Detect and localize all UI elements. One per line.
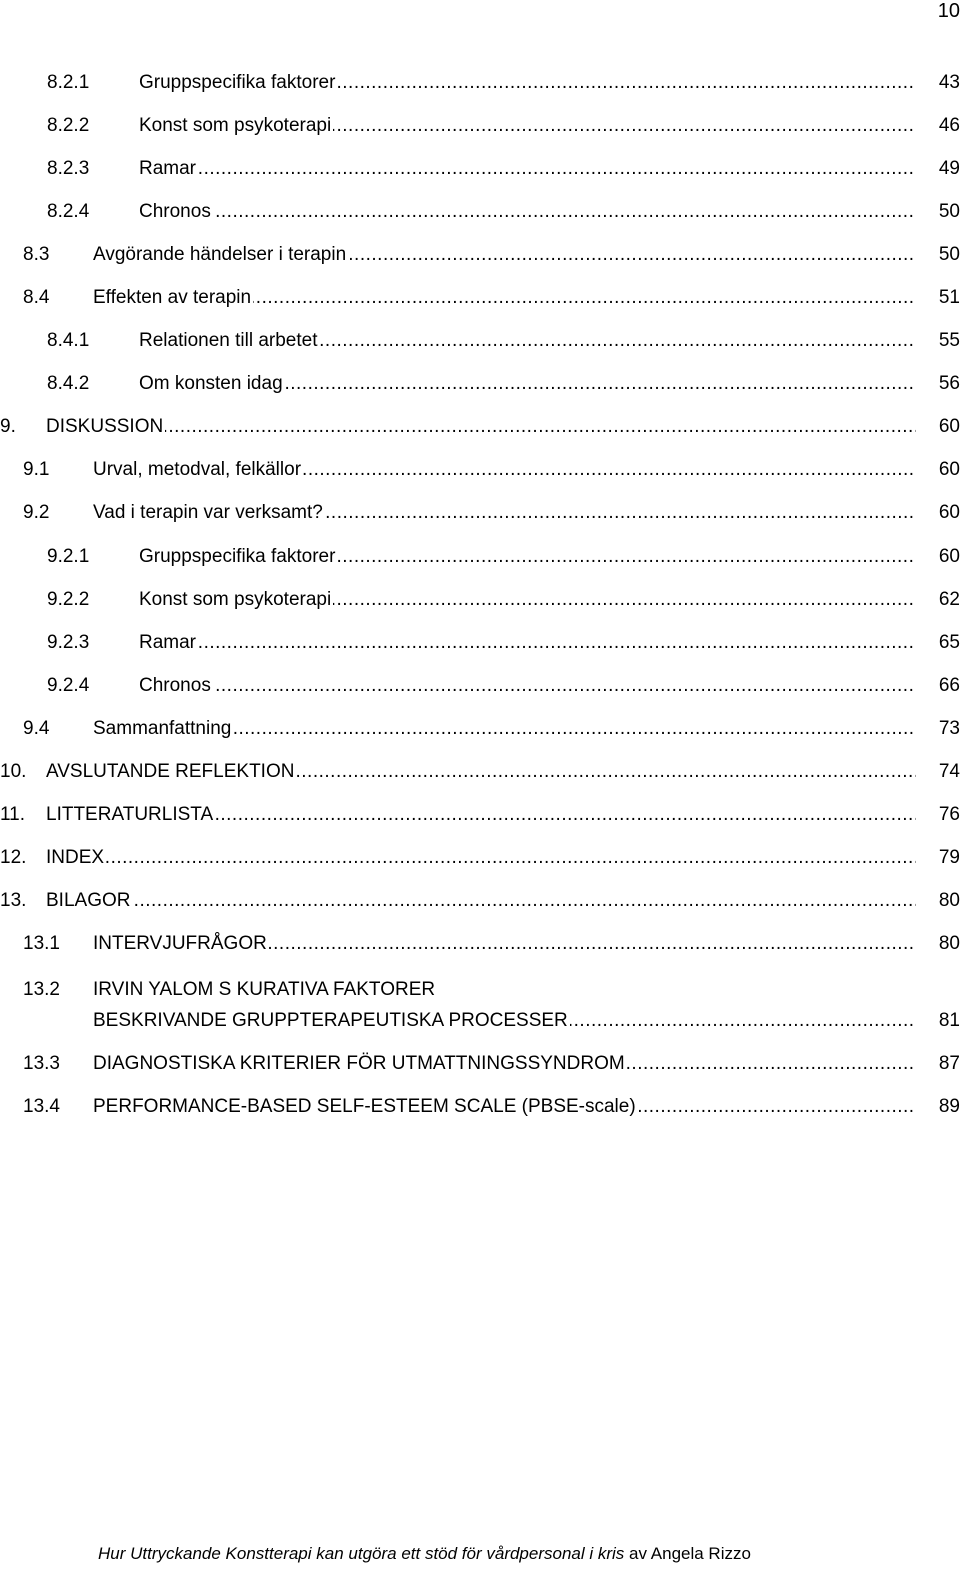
toc-entry-page: 60 [916, 544, 960, 570]
toc-entry-title: PERFORMANCE-BASED SELF-ESTEEM SCALE (PBSE-scale) [93, 1094, 638, 1120]
toc-entry-page: 73 [916, 716, 960, 742]
toc-entry[interactable] [0, 673, 960, 699]
toc-entry-number: 8.2.2 [47, 115, 90, 136]
toc-leader-dots [140, 673, 916, 699]
toc-entry[interactable] [0, 1008, 960, 1034]
toc-entry-page: 76 [916, 802, 960, 828]
toc-entry[interactable] [0, 977, 960, 1003]
toc-entry-page: 80 [916, 888, 960, 914]
toc-entry-title: IRVIN YALOM S KURATIVA FAKTORER [93, 977, 437, 1003]
toc-entry[interactable] [0, 544, 960, 570]
toc-entry-title: Sammanfattning [93, 716, 233, 742]
toc-entry-title: INTERVJUFRÅGOR [93, 931, 269, 957]
toc-entry-title: Ramar [139, 630, 198, 656]
toc-entry[interactable] [0, 285, 960, 311]
toc-entry-number: 13.1 [23, 933, 60, 954]
footer-author: av Angela Rizzo [624, 1544, 751, 1563]
toc-entry-title: Urval, metodval, felkällor [93, 457, 303, 483]
toc-entry-title: DISKUSSION [46, 414, 165, 440]
page-number: 10 [937, 0, 960, 22]
toc-entry-number: 9.4 [23, 718, 50, 739]
toc-entry-number: 13.4 [23, 1096, 60, 1117]
toc-entry-number: 8.4.2 [47, 373, 90, 394]
toc-entry-title: Chronos [139, 673, 213, 699]
toc-entry-number: 8.2.3 [47, 158, 90, 179]
toc-entry-title: BILAGOR [46, 888, 132, 914]
toc-entry-page: 60 [916, 414, 960, 440]
toc-entry-page: 79 [916, 845, 960, 871]
toc-entry-page: 80 [916, 931, 960, 957]
toc-entry-page: 60 [916, 457, 960, 483]
toc-entry-title: AVSLUTANDE REFLEKTION [46, 759, 296, 785]
toc-entry-page: 62 [916, 587, 960, 613]
toc-entry[interactable] [0, 242, 960, 268]
toc-entry-title: BESKRIVANDE GRUPPTERAPEUTISKA PROCESSER [93, 1008, 570, 1034]
toc-entry[interactable] [0, 845, 960, 871]
toc-entry-title: Om konsten idag [139, 371, 285, 397]
toc-entry-page: 46 [916, 113, 960, 139]
toc-entry-title: Gruppspecifika faktorer [139, 70, 337, 96]
toc-entry-page: 89 [916, 1094, 960, 1120]
toc-entry-title: Avgörande händelser i terapin [93, 242, 348, 268]
toc-entry-number: 8.2.1 [47, 72, 90, 93]
footer-document-title: Hur Uttryckande Konstterapi kan utgöra ett stöd för vårdpersonal i kris [98, 1544, 625, 1563]
toc-entry-title: Konst som psykoterapi [139, 587, 333, 613]
toc-entry[interactable] [0, 716, 960, 742]
toc-entry-page: 43 [916, 70, 960, 96]
toc-entry[interactable] [0, 70, 960, 96]
toc-entry[interactable] [0, 156, 960, 182]
page-footer [98, 1543, 751, 1565]
toc-entry-number: 8.4.1 [47, 330, 90, 351]
toc-entry-page: 81 [916, 1008, 960, 1034]
toc-entry[interactable] [0, 630, 960, 656]
toc-entry[interactable] [0, 414, 960, 440]
toc-entry-number: 8.4 [23, 287, 50, 308]
toc-entry-number: 9.1 [23, 459, 50, 480]
toc-entry[interactable] [0, 1094, 960, 1120]
toc-entry[interactable] [0, 371, 960, 397]
toc-entry-number: 8.2.4 [47, 201, 90, 222]
toc-entry-page: 74 [916, 759, 960, 785]
toc-entry-title: Ramar [139, 156, 198, 182]
toc-entry-number: 8.3 [23, 244, 50, 265]
toc-entry[interactable] [0, 457, 960, 483]
toc-entry-title: DIAGNOSTISKA KRITERIER FÖR UTMATTNINGSSYNDROM [93, 1051, 627, 1077]
toc-entry-page: 50 [916, 242, 960, 268]
toc-leader-dots [47, 845, 916, 871]
toc-entry-number: 9.2.1 [47, 546, 90, 567]
toc-entry[interactable] [0, 931, 960, 957]
toc-entry-title: INDEX [46, 845, 106, 871]
toc-leader-dots [47, 414, 916, 440]
toc-leader-dots [140, 630, 916, 656]
toc-entry-number: 13.3 [23, 1053, 60, 1074]
toc-entry-title: Vad i terapin var verksamt? [93, 500, 325, 526]
toc-entry-page: 65 [916, 630, 960, 656]
toc-entry-page: 66 [916, 673, 960, 699]
toc-entry-title: Gruppspecifika faktorer [139, 544, 337, 570]
toc-entry-page: 55 [916, 328, 960, 354]
toc-entry-title: Chronos [139, 199, 213, 225]
toc-entry-page: 50 [916, 199, 960, 225]
toc-leader-dots [140, 199, 916, 225]
toc-entry-title: Relationen till arbetet [139, 328, 320, 354]
toc-entry-title: Effekten av terapin [93, 285, 253, 311]
toc-entry-page: 87 [916, 1051, 960, 1077]
toc-entry-page: 51 [916, 285, 960, 311]
toc-entry[interactable] [0, 802, 960, 828]
toc-entry-number: 13.2 [23, 979, 60, 1000]
toc-entry-number: 10. [0, 761, 27, 782]
toc-entry-title: LITTERATURLISTA [46, 802, 215, 828]
toc-entry-number: 9.2 [23, 502, 50, 523]
toc-entry[interactable] [0, 759, 960, 785]
toc-entry-number: 9.2.2 [47, 589, 90, 610]
toc-entry-number: 9.2.4 [47, 675, 90, 696]
toc-entry-page: 56 [916, 371, 960, 397]
toc-entry-number: 13. [0, 890, 27, 911]
toc-entry-number: 12. [0, 847, 27, 868]
toc-entry-number: 11. [0, 804, 26, 825]
toc-entry[interactable] [0, 199, 960, 225]
toc-entry-page: 60 [916, 500, 960, 526]
toc-entry-number: 9. [0, 416, 16, 437]
toc-entry[interactable] [0, 888, 960, 914]
toc-entry[interactable] [0, 1051, 960, 1077]
toc-entry-page: 49 [916, 156, 960, 182]
toc-entry[interactable] [0, 344, 960, 370]
toc-leader-dots [140, 156, 916, 182]
toc-entry[interactable] [0, 500, 960, 526]
toc-leader-dots [47, 888, 916, 914]
toc-entry[interactable] [0, 113, 960, 139]
toc-entry-number: 9.2.3 [47, 632, 90, 653]
toc-entry-title: Konst som psykoterapi [139, 113, 333, 139]
toc-entry[interactable] [0, 587, 960, 613]
